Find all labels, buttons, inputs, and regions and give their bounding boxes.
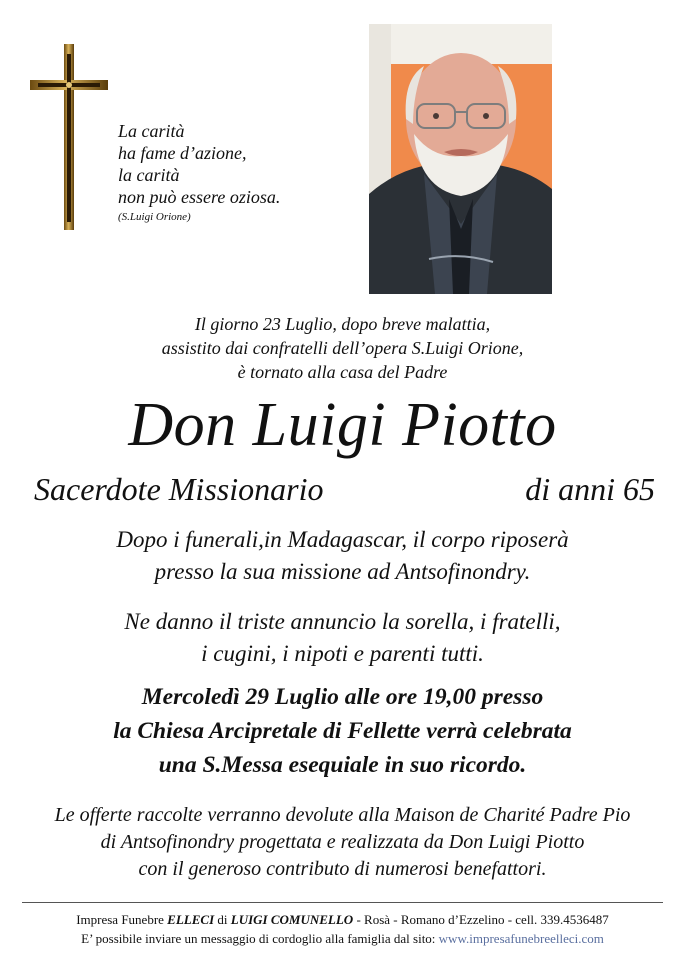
intro-line: Il giorno 23 Luglio, dopo breve malattia, (194, 314, 491, 334)
quote-line: ha fame d’azione, (118, 143, 247, 163)
quote-line: La carità (118, 121, 185, 141)
footer-details: - Rosà - Romano d’Ezzelino - cell. 339.4536487 (353, 912, 609, 927)
deceased-name: Don Luigi Piotto (128, 391, 557, 459)
burial-line: Dopo i funerali,in Madagascar, il corpo riposerà (116, 527, 569, 552)
owner-name: LUIGI COMUNELLO (230, 912, 354, 927)
quote (118, 120, 358, 224)
burial-line: presso la sua missione ad Antsofinondry. (154, 559, 531, 584)
intro-line: è tornato alla casa del Padre (237, 362, 448, 382)
announcement-line: Ne danno il triste annuncio la sorella, i fratelli, (124, 609, 561, 634)
footer-message: E’ possibile inviare un messaggio di cordoglio alla famiglia dal sito: (81, 931, 439, 946)
announcement-text (0, 606, 685, 670)
offerings-line: Le offerte raccolte verranno devolute alla Maison de Charité Padre Pio (54, 804, 631, 826)
mass-line: Mercoledì 29 Luglio alle ore 19,00 presso (141, 684, 544, 710)
footer (0, 910, 685, 948)
footer-message-line (0, 929, 685, 948)
deceased-role: Sacerdote Missionario (34, 471, 324, 507)
footer-prefix: Impresa Funebre (76, 912, 168, 927)
mass-text (0, 680, 685, 782)
company-name: ELLECI (167, 912, 215, 927)
mass-line: una S.Messa esequiale in suo ricordo. (158, 752, 527, 778)
quote-line: la carità (118, 165, 180, 185)
cross-icon (30, 44, 108, 230)
portrait-photo (369, 24, 552, 294)
mass-line: la Chiesa Arcipretale di Fellette verrà celebrata (113, 718, 572, 744)
footer-di: di (214, 912, 231, 927)
announcement-line: i cugini, i nipoti e parenti tutti. (201, 641, 484, 666)
website-link[interactable]: www.impresafunebreelleci.com (438, 931, 604, 946)
quote-author: (S.Luigi Orione) (118, 211, 191, 223)
intro-text (0, 312, 685, 384)
offerings-line: con il generoso contributo di numerosi benefattori. (138, 858, 547, 880)
offerings-text (0, 802, 685, 883)
burial-text (0, 524, 685, 588)
footer-company-line (0, 910, 685, 929)
intro-line: assistito dai confratelli dell’opera S.Luigi Orione, (161, 338, 524, 358)
quote-line: non può essere oziosa. (118, 187, 281, 207)
footer-divider (22, 902, 663, 903)
offerings-line: di Antsofinondry progettata e realizzata da Don Luigi Piotto (100, 831, 585, 853)
deceased-age: di anni 65 (525, 471, 655, 507)
